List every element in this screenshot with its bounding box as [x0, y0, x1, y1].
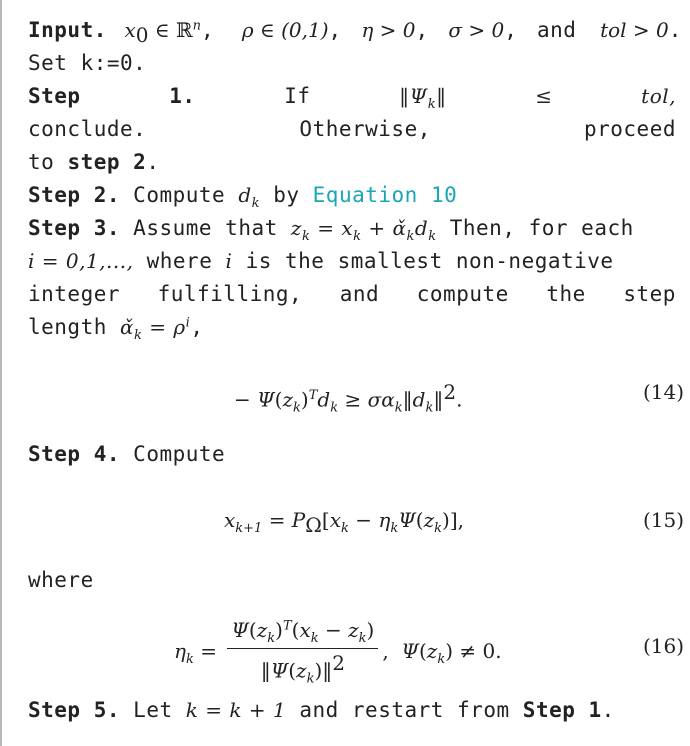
otherwise-word: Otherwise, [299, 117, 431, 141]
equation-16-body: $\eta_k$ = $\frac{\Psi(z_k)^T(x_k - z_k)}{‖\Psi(z_k)‖^2}$ , $\Psi(z_k) \ne 0$. [174, 618, 502, 687]
step4-line: Step 4. Compute [28, 442, 226, 466]
step3-label: Step 3. [28, 216, 121, 240]
set-k-line: Set k:=0. [28, 51, 147, 75]
eta-condition: η > 0 [361, 18, 416, 42]
step5-line: Step 5. Let k = k + 1 and restart from Step 1. [28, 698, 615, 722]
sigma-condition: σ > 0 [448, 18, 505, 42]
leq-symbol: ≤ [535, 84, 553, 108]
equation-16 [2, 618, 690, 687]
step1-number: 1. [169, 84, 196, 108]
where-word: where [28, 568, 94, 592]
step1-line2 [28, 117, 676, 141]
step5-label: Step 5. [28, 698, 121, 722]
input-label: Input. [28, 18, 107, 42]
step4-label: Step 4. [28, 442, 121, 466]
proceed-word: proceed [583, 117, 676, 141]
input-line: Input. $x_0$ ∈ ℝ$^n$, ρ ∈ (0,1), η > 0, σ > 0, and tol > 0. [28, 18, 682, 47]
equation-10-link[interactable]: Equation 10 [312, 183, 458, 207]
tol-condition: tol > 0 [600, 18, 669, 42]
equation-15-number: (15) [642, 508, 684, 532]
equation-14-body: − $\Psi(z_k)^Td_k$ ≥ $\sigma\alpha_k‖d_k‖^2$. [234, 380, 463, 416]
step3-line2: i = 0,1,..., where i is the smallest non-negative [28, 249, 614, 273]
tol-symbol: tol, [641, 84, 676, 108]
k-increment: k = k + 1 [185, 698, 287, 722]
step3-line4: length $\alphǎ_k = \rho^i$, [28, 315, 204, 343]
psi-norm: $‖\Psi_k‖$ [399, 84, 447, 112]
conclude-word: conclude. [28, 117, 147, 141]
step1-label: Step [28, 84, 81, 108]
rho-condition: ρ ∈ (0,1) [241, 18, 329, 42]
step2-line: Step 2. Compute $d_k$ by Equation 10 [28, 183, 458, 211]
step1-line3: to step 2. [28, 150, 160, 174]
x0-math: $x_0$ ∈ ℝ$^n$ [124, 18, 202, 47]
equation-16-fraction: $\frac{\Psi(z_k)^T(x_k - z_k)}{‖\Psi(z_k)‖^2}$ [227, 618, 378, 687]
step3-line3: integer fulfilling, and compute the step [28, 282, 676, 306]
step2-label: Step 2. [28, 183, 121, 207]
step1-ref: Step 1 [522, 698, 602, 722]
step1-if: If [284, 84, 311, 108]
dk-math: $d_k$ [238, 183, 261, 211]
step1-line1 [28, 84, 676, 112]
equation-14-number: (14) [642, 380, 684, 404]
step2-ref: step 2 [67, 150, 147, 174]
alpha-k-definition: $\alphǎ_k = \rho^i$ [120, 315, 191, 343]
i-range: i = 0,1,..., [28, 249, 134, 273]
equation-16-number: (16) [642, 634, 684, 658]
and-word: and [536, 18, 577, 42]
step3-line1: Step 3. Assume that $z_k = x_k$ + $\alphǎ_kd_k$ Then, for each [28, 216, 634, 244]
equation-15-body: $x_{k+1} = P_\Omega[x_k - \eta_k\Psi(z_k)]$, [224, 508, 464, 537]
zk-definition: $z_k = x_k$ + $\alphǎ_kd_k$ [290, 216, 437, 244]
